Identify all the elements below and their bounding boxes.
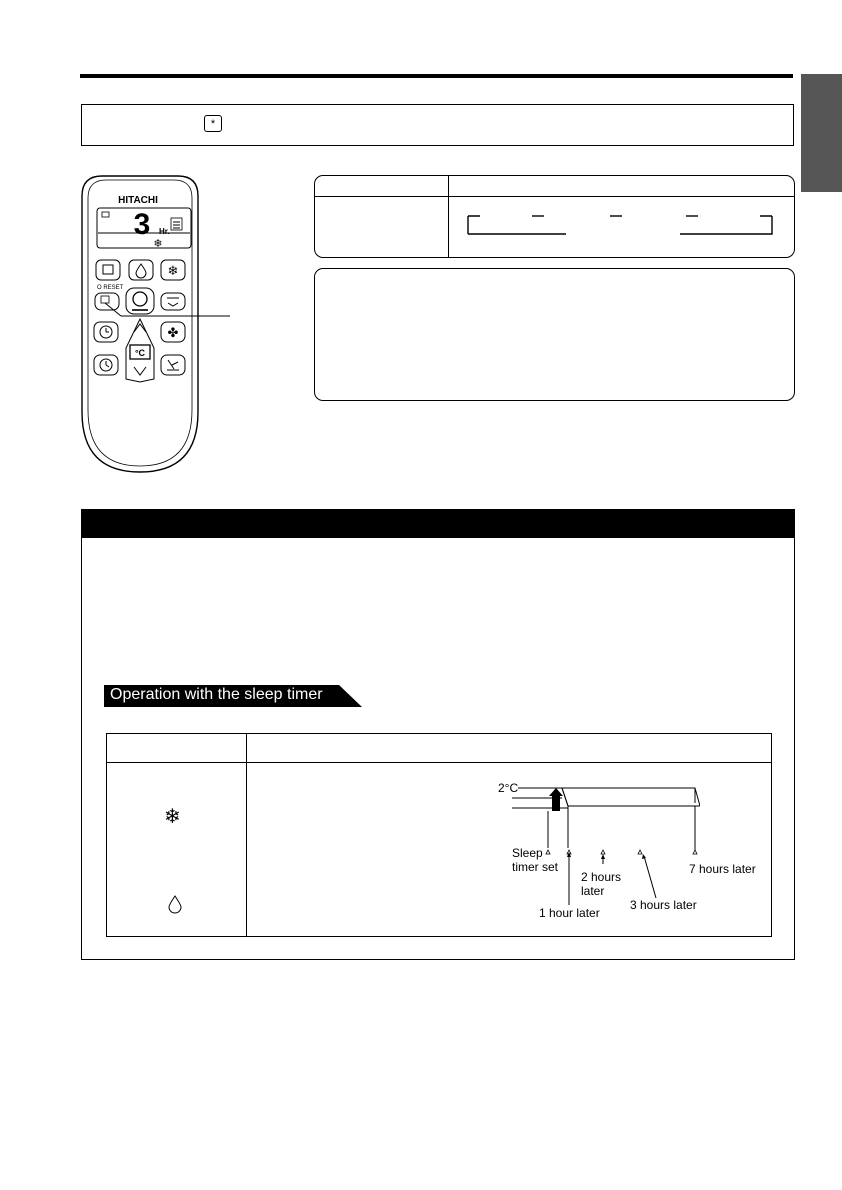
mode-button-dehumidify: [129, 260, 153, 280]
lcd-digit: 3: [133, 208, 151, 241]
svg-text:❄: ❄: [167, 263, 179, 278]
table-column-divider: [246, 733, 247, 937]
snowflake-icon: ❄: [164, 806, 181, 828]
mode-button-auto: [96, 260, 120, 280]
svg-text:°C: °C: [134, 348, 146, 358]
reset-label: O RESET: [97, 285, 124, 291]
remote-controller: [80, 172, 240, 477]
drop-icon: [167, 894, 183, 914]
graph-pointers: [560, 850, 670, 910]
note-box: [81, 104, 794, 146]
indicator-table-divider: [448, 175, 449, 258]
lcd-unit: Hr.: [159, 227, 170, 236]
one-hour-label: 1 hour later: [539, 906, 600, 920]
sleep-button: [95, 293, 119, 310]
sleep-section-header: [81, 509, 795, 538]
fan-icon: ✤: [167, 325, 179, 340]
temp-offset-label: 2°C: [498, 781, 519, 795]
louver-button: [161, 293, 185, 310]
notes-box: [314, 268, 795, 401]
two-hours-label: 2 hours later: [581, 870, 622, 898]
table-header-rule: [106, 762, 772, 763]
header-rule: [80, 74, 793, 78]
three-hours-label: 3 hours later: [630, 898, 697, 912]
sleep-key-icon: *: [204, 115, 222, 132]
side-tab: [801, 74, 842, 192]
sleep-timer-set-label: Sleep timer set: [512, 846, 559, 874]
indicator-table-rule: [314, 196, 795, 197]
graph-upper-band: [562, 788, 700, 806]
brand-logo: HITACHI: [118, 195, 158, 206]
timer-sequence-diagram: [460, 210, 780, 240]
seven-hours-label: 7 hours later: [689, 862, 756, 876]
section-badge-title: Operation with the sleep timer: [110, 686, 323, 703]
lcd-snowflake-icon: ❄: [153, 238, 163, 250]
